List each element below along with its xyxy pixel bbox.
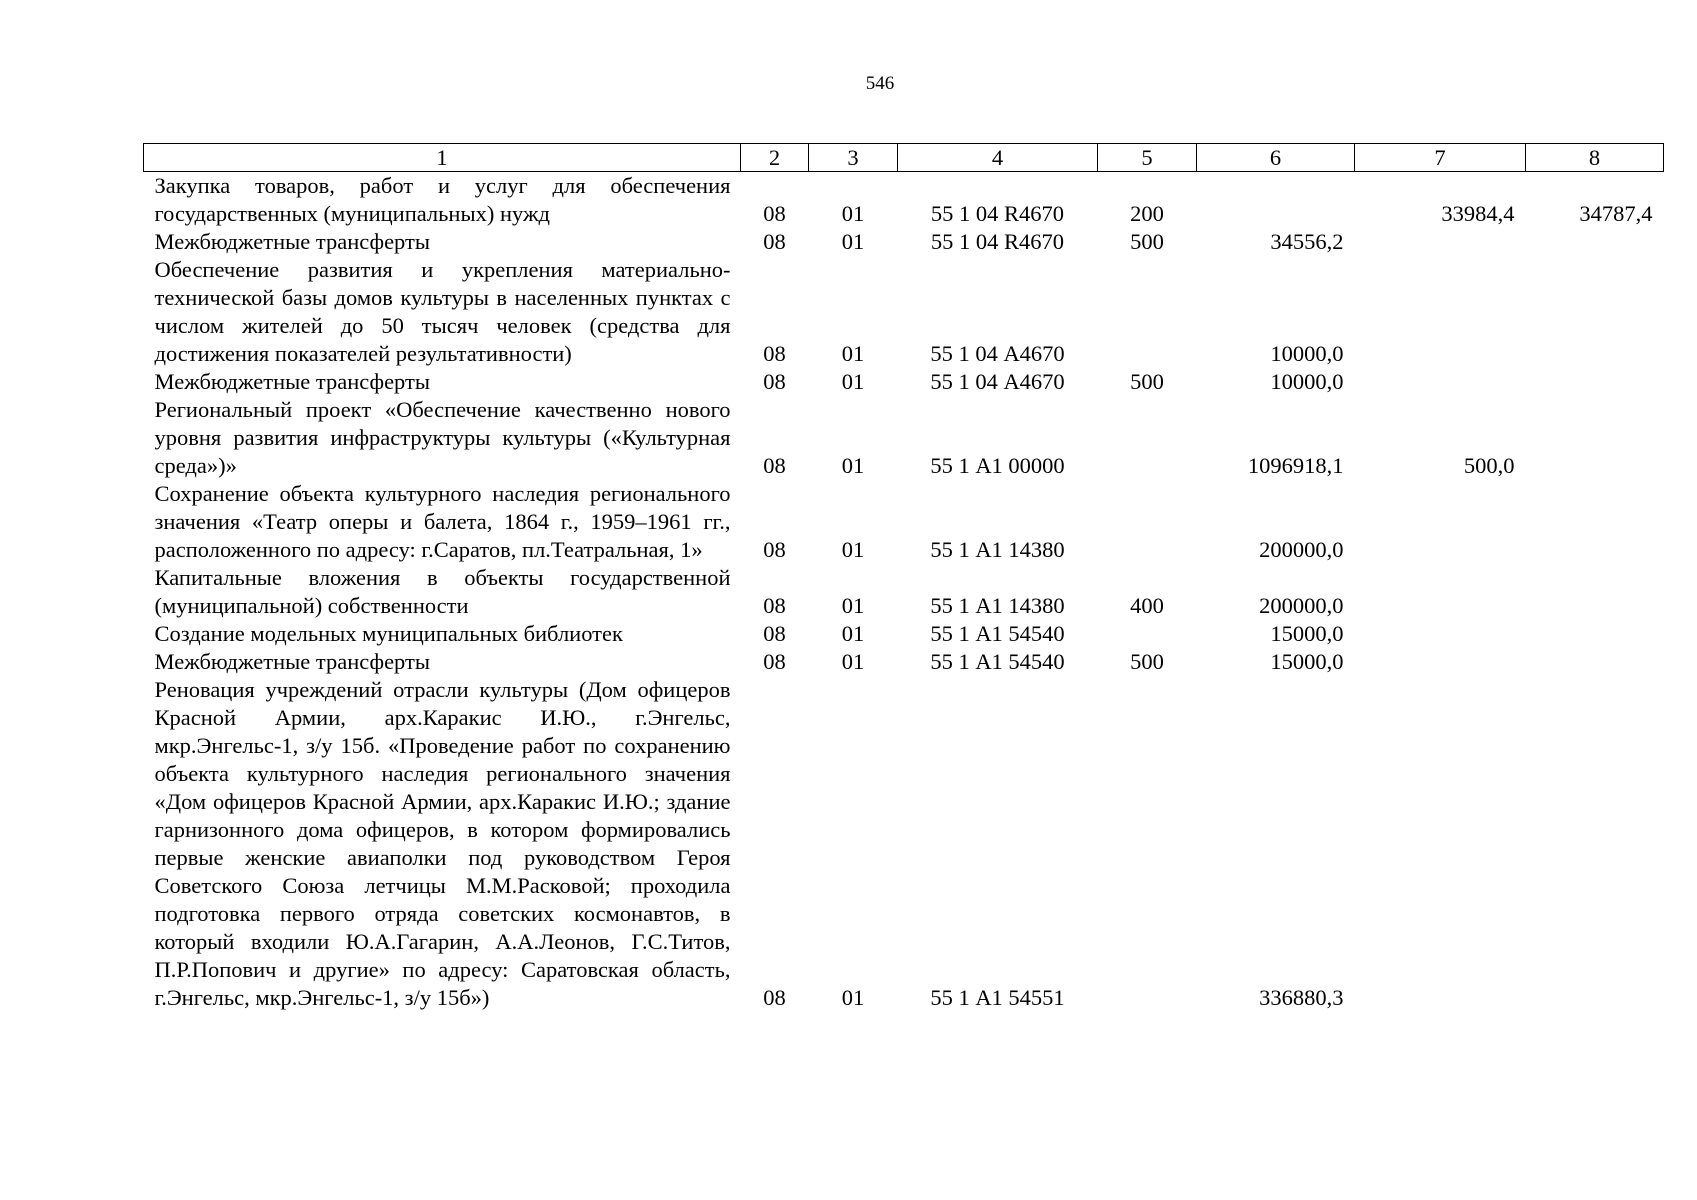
column-header: 2 xyxy=(741,144,809,172)
cell-amount-col8 xyxy=(1526,564,1664,620)
cell-amount-col6 xyxy=(1197,172,1355,229)
table-row xyxy=(144,620,1664,648)
table-row xyxy=(144,172,1664,229)
cell-amount-col7: 33984,4 xyxy=(1441,201,1515,226)
row-name: Межбюджетные трансферты xyxy=(154,649,430,674)
cell-subsection: 01 xyxy=(841,201,865,226)
table-row xyxy=(144,396,1664,480)
cell-amount-col7 xyxy=(1355,648,1526,676)
cell-target-code: 55 1 А1 54551 xyxy=(930,985,1065,1010)
cell-amount-col6: 10000,0 xyxy=(1270,341,1344,366)
row-name: Обеспечение развития и укрепления материально-технической базы домов культуры в населенных пунктах с числом жителей до 50 тысяч человек (средства для достижения показателей результативности) xyxy=(154,257,731,366)
row-name: Закупка товаров, работ и услуг для обеспечения государственных (муниципальных) нужд xyxy=(154,173,731,226)
cell-amount-col6: 200000,0 xyxy=(1259,593,1344,618)
row-name: Межбюджетные трансферты xyxy=(154,229,430,254)
cell-expense-type xyxy=(1098,256,1197,368)
cell-amount-col6: 10000,0 xyxy=(1270,369,1344,394)
cell-expense-type: 500 xyxy=(1130,649,1164,674)
column-header: 1 xyxy=(144,144,741,172)
cell-amount-col8 xyxy=(1526,368,1664,396)
cell-amount-col8 xyxy=(1526,676,1664,1012)
cell-subsection: 01 xyxy=(841,593,865,618)
column-header: 8 xyxy=(1526,144,1664,172)
cell-amount-col6: 34556,2 xyxy=(1270,229,1344,254)
cell-amount-col7 xyxy=(1355,256,1526,368)
row-name: Создание модельных муниципальных библиотек xyxy=(154,621,623,646)
cell-amount-col7 xyxy=(1355,564,1526,620)
cell-amount-col7 xyxy=(1355,480,1526,564)
cell-amount-col6: 1096918,1 xyxy=(1247,453,1344,478)
cell-amount-col8 xyxy=(1526,620,1664,648)
cell-amount-col8 xyxy=(1526,228,1664,256)
cell-target-code: 55 1 А1 00000 xyxy=(930,453,1065,478)
cell-amount-col7 xyxy=(1355,676,1526,1012)
row-name: Межбюджетные трансферты xyxy=(154,369,430,394)
cell-amount-col8 xyxy=(1526,648,1664,676)
cell-expense-type xyxy=(1098,480,1197,564)
page-number: 546 xyxy=(865,73,895,94)
column-header: 6 xyxy=(1197,144,1355,172)
cell-amount-col7 xyxy=(1355,368,1526,396)
cell-section: 08 xyxy=(763,621,786,646)
row-name: Сохранение объекта культурного наследия регионального значения «Театр оперы и балета, 1864 г., 1959–1961 гг., расположенного по адресу: г.Саратов, пл.Театральная, 1» xyxy=(154,481,731,562)
budget-table xyxy=(143,143,1664,1012)
row-name: Капитальные вложения в объекты государственной (муниципальной) собственности xyxy=(154,565,731,618)
column-header: 5 xyxy=(1098,144,1197,172)
cell-section: 08 xyxy=(763,593,786,618)
cell-target-code: 55 1 А1 14380 xyxy=(930,593,1065,618)
table-row xyxy=(144,676,1664,1012)
cell-target-code: 55 1 04 А4670 xyxy=(930,369,1065,394)
cell-section: 08 xyxy=(763,341,786,366)
cell-subsection: 01 xyxy=(841,985,865,1010)
row-name: Реновация учреждений отрасли культуры (Дом офицеров Красной Армии, арх.Каракис И.Ю., г.Энгельс, мкр.Энгельс-1, з/у 15б. «Проведение работ по сохранению объекта культурного наследия регионального значения «Дом офицеров Красной Армии, арх.Каракис И.Ю.; здание гарнизонного дома офицеров, в котором формировались первые женские авиаполки под руководством Героя Советского Союза летчицы М.М.Расковой; проходила подготовка первого отряда советских космонавтов, в который входили Ю.А.Гагарин, А.А.Леонов, Г.С.Титов, П.Р.Попович и другие» по адресу: Саратовская область, г.Энгельс, мкр.Энгельс-1, з/у 15б») xyxy=(154,677,731,1010)
cell-target-code: 55 1 А1 54540 xyxy=(930,649,1065,674)
column-header: 3 xyxy=(809,144,898,172)
header-row xyxy=(144,144,1664,172)
cell-target-code: 55 1 04 А4670 xyxy=(930,341,1065,366)
cell-amount-col8 xyxy=(1526,396,1664,480)
cell-target-code: 55 1 А1 54540 xyxy=(930,621,1065,646)
cell-section: 08 xyxy=(763,649,786,674)
cell-expense-type: 500 xyxy=(1130,369,1164,394)
table-row xyxy=(144,480,1664,564)
table-row xyxy=(144,256,1664,368)
cell-amount-col7 xyxy=(1355,228,1526,256)
cell-target-code: 55 1 04 R4670 xyxy=(930,229,1065,254)
cell-amount-col8: 34787,4 xyxy=(1579,201,1653,226)
table-row xyxy=(144,368,1664,396)
column-header: 4 xyxy=(898,144,1098,172)
cell-section: 08 xyxy=(763,537,786,562)
cell-amount-col8 xyxy=(1526,256,1664,368)
cell-expense-type xyxy=(1098,620,1197,648)
cell-amount-col6: 336880,3 xyxy=(1259,985,1344,1010)
cell-amount-col8 xyxy=(1526,480,1664,564)
cell-subsection: 01 xyxy=(841,621,865,646)
cell-target-code: 55 1 04 R4670 xyxy=(930,201,1065,226)
cell-subsection: 01 xyxy=(841,229,865,254)
cell-amount-col6: 15000,0 xyxy=(1270,649,1344,674)
cell-section: 08 xyxy=(763,201,786,226)
cell-expense-type xyxy=(1098,396,1197,480)
cell-amount-col6: 200000,0 xyxy=(1259,537,1344,562)
cell-target-code: 55 1 А1 14380 xyxy=(930,537,1065,562)
row-name: Региональный проект «Обеспечение качественно нового уровня развития инфраструктуры культуры («Культурная среда»)» xyxy=(154,397,731,478)
cell-subsection: 01 xyxy=(841,369,865,394)
cell-section: 08 xyxy=(763,985,786,1010)
cell-section: 08 xyxy=(763,369,786,394)
cell-subsection: 01 xyxy=(841,453,865,478)
cell-amount-col7 xyxy=(1355,620,1526,648)
cell-section: 08 xyxy=(763,229,786,254)
cell-expense-type: 500 xyxy=(1130,229,1164,254)
table-row xyxy=(144,564,1664,620)
cell-expense-type: 200 xyxy=(1130,201,1164,226)
cell-section: 08 xyxy=(763,453,786,478)
cell-expense-type xyxy=(1098,676,1197,1012)
cell-subsection: 01 xyxy=(841,341,865,366)
cell-amount-col7: 500,0 xyxy=(1463,453,1515,478)
column-header: 7 xyxy=(1355,144,1526,172)
cell-subsection: 01 xyxy=(841,649,865,674)
table-row xyxy=(144,228,1664,256)
cell-amount-col6: 15000,0 xyxy=(1270,621,1344,646)
table-row xyxy=(144,648,1664,676)
cell-expense-type: 400 xyxy=(1130,593,1164,618)
cell-subsection: 01 xyxy=(841,537,865,562)
